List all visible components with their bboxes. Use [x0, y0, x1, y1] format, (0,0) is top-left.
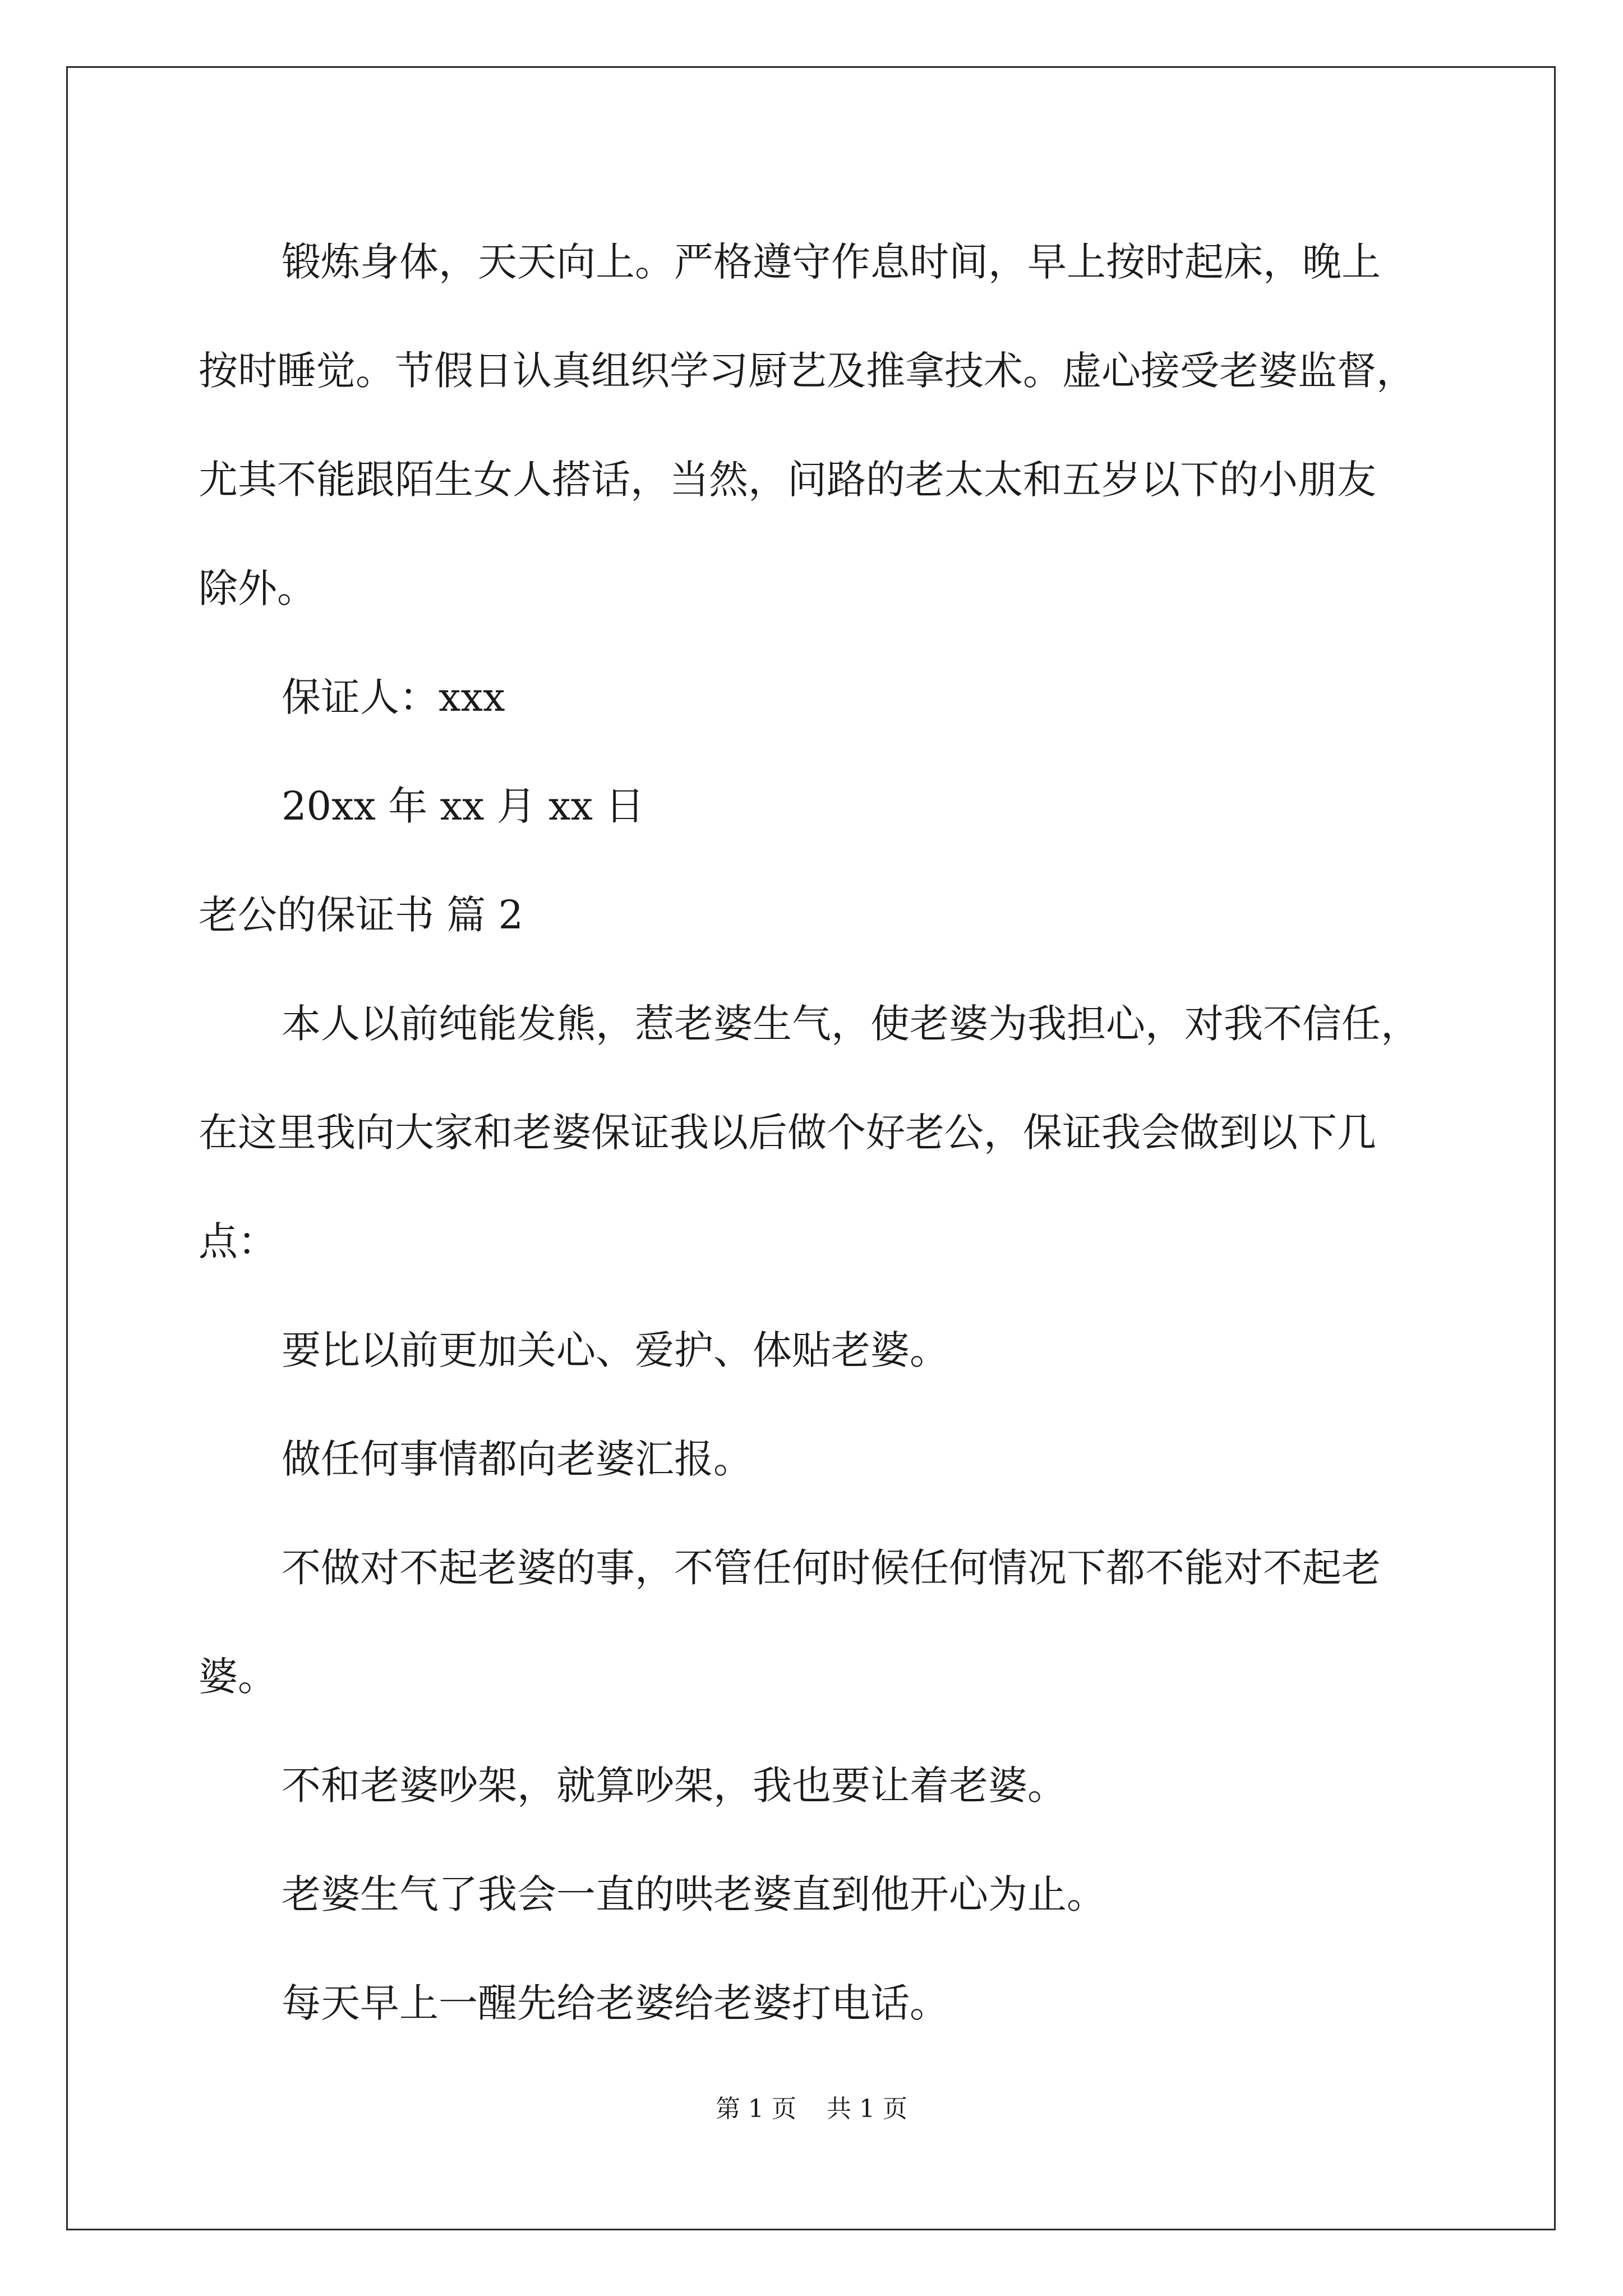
paragraph-line: 除外。 [199, 565, 316, 611]
guarantor-line: 保证人：xxx [282, 674, 505, 720]
paragraph-line: 按时睡觉。节假日认真组织学习厨艺及推拿技术。虚心接受老婆监督， [199, 348, 1415, 394]
list-item: 要比以前更加关心、爱护、体贴老婆。 [282, 1327, 949, 1373]
document-body [199, 208, 1432, 2058]
list-item: 不做对不起老婆的事，不管任何时候任何情况下都不能对不起老 [282, 1545, 1381, 1591]
list-item: 做任何事情都向老婆汇报。 [282, 1436, 753, 1482]
page-total: 共 1 页 [827, 2095, 907, 2123]
list-item: 老婆生气了我会一直的哄老婆直到他开心为止。 [282, 1871, 1106, 1917]
paragraph-line: 锻炼身体，天天向上。严格遵守作息时间，早上按时起床，晚上 [282, 239, 1381, 285]
list-item: 不和老婆吵架，就算吵架，我也要让着老婆。 [282, 1763, 1067, 1809]
list-item: 婆。 [199, 1654, 277, 1700]
paragraph-line: 本人以前纯能发熊，惹老婆生气，使老婆为我担心，对我不信任， [282, 1001, 1420, 1047]
paragraph-line: 点： [199, 1218, 277, 1264]
list-item: 每天早上一醒先给老婆给老婆打电话。 [282, 1980, 949, 2026]
page-number: 第 1 页 [716, 2095, 796, 2123]
page-footer [0, 2092, 1623, 2126]
section-heading: 老公的保证书 篇 2 [199, 892, 524, 938]
paragraph-line: 在这里我向大家和老婆保证我以后做个好老公，保证我会做到以下几 [199, 1110, 1376, 1156]
paragraph-line: 尤其不能跟陌生女人搭话，当然，问路的老太太和五岁以下的小朋友 [199, 457, 1376, 503]
date-line: 20xx 年 xx 月 xx 日 [282, 783, 645, 829]
